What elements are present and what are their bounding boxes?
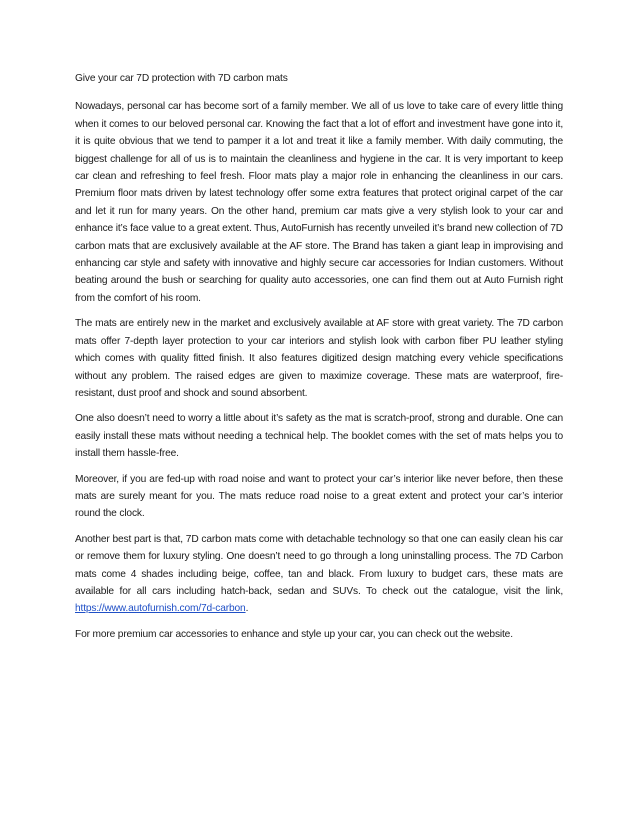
paragraph-mats-features: The mats are entirely new in the market and exclusively available at AF store with great variety. The 7D carbon mats offer 7-depth layer protection to your car interiors and stylish look with carbon fiber PU leather styling which comes with quality fitted finish. It also features digitized design matching every vehicle specifications without any problem. The raised edges are given to maximize coverage. These mats are waterproof, fire-resistant, dust proof and shock and sound absorbent. [75, 318, 563, 399]
paragraph-detachable-end: . [245, 603, 249, 615]
paragraph-closing: For more premium car accessories to enhance and style up your car, you can check out the website. [75, 628, 513, 640]
document-page [75, 70, 563, 651]
catalogue-link[interactable]: https://www.autofurnish.com/7d-carbon [75, 603, 246, 615]
paragraph-intro: Nowadays, personal car has become sort of a family member. We all of us love to take care of every little thing when it comes to our beloved personal car. Knowing the fact that a lot of effort and investment have gone into it, it is quite obvious that we tend to pamper it a lot and treat it like a family member. With daily commuting, the biggest challenge for all of us is to maintain the cleanliness and hygiene in the car. It is very important to keep car clean and refreshing to feel fresh. Floor mats play a major role in enhancing the cleanliness in our cars. Premium floor mats driven by latest technology offer some extra features that protect original carpet of the car and let it run for many years. On the other hand, premium car mats give a very stylish look to your car and enhance it’s face value to a great extent. Thus, AutoFurnish has recently unveiled it’s brand new collection of 7D carbon mats that are exclusively available at the AF store. The Brand has taken a giant leap in improvising and enhancing car style and safety with innovative and highly secure car accessories for Indian customers. Without beating around the bush or searching for quality auto accessories, one can find them out at Auto Furnish right from the comfort of his room. [75, 101, 563, 304]
paragraph-safety: One also doesn’t need to worry a little about it’s safety as the mat is scratch-proof, strong and durable. One can easily install these mats without needing a technical help. The booklet comes with the set of mats helps you to install them hassle-free. [75, 413, 563, 460]
paragraph-detachable [75, 531, 563, 618]
paragraph-detachable-text: Another best part is that, 7D carbon mats come with detachable technology so that one can easily clean his car or remove them for luxury styling. One doesn’t need to go through a long uninstalling process. The 7D Carbon mats come 4 shades including beige, coffee, tan and black. From luxury to budget cars, these mats are available for all cars including hatch-back, sedan and SUVs. To check out the catalogue, visit the link, [75, 533, 563, 597]
document-title: Give your car 7D protection with 7D carbon mats [75, 73, 288, 84]
paragraph-road-noise: Moreover, if you are fed-up with road noise and want to protect your car’s interior like never before, then these mats are surely meant for you. The mats reduce road noise to a great extent and protect your car’s interior round the clock. [75, 473, 563, 520]
